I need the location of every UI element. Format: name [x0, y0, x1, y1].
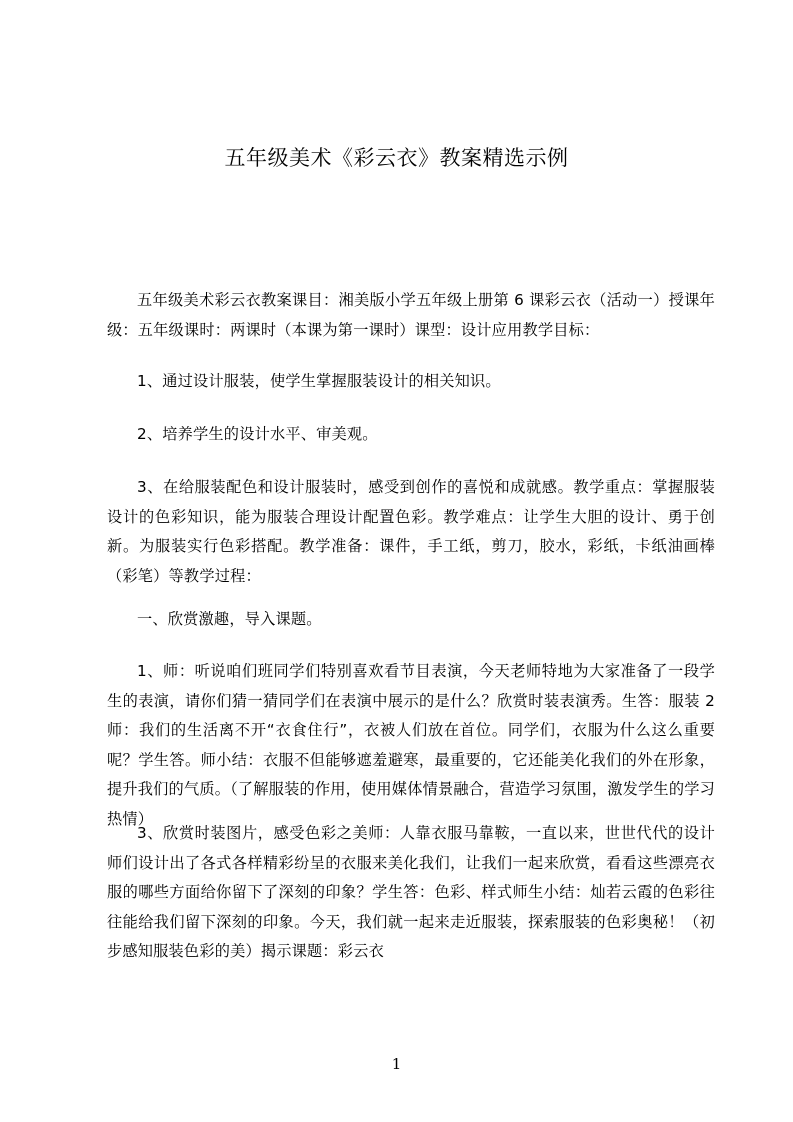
- paragraph-step-3: 3、欣赏时装图片，感受色彩之美师：人靠衣服马靠鞍，一直以来，世世代代的设计师们设计出了各式各样精彩纷呈的衣服来美化我们，让我们一起来欣赏，看看这些漂亮衣服的哪些方面给你留下了深刻的印象？学生答：色彩、样式师生小结：灿若云霞的色彩往往能给我们留下深刻的印象。今天，我们就一起来走近服装，探索服装的色彩奥秘！（初步感知服装色彩的美）揭示课题：彩云衣: [107, 824, 715, 960]
- page-number: 1: [391, 1055, 402, 1073]
- paragraph-objective-2: 2、培养学生的设计水平、审美观。: [137, 425, 378, 443]
- paragraph-course-info: 五年级美术彩云衣教案课目：湘美版小学五年级上册第 6 课彩云衣（活动一）授课年级：五年级课时：两课时（本课为第一课时）课型：设计应用教学目标：: [107, 291, 715, 339]
- paragraph-objective-3: 3、在给服装配色和设计服装时，感受到创作的喜悦和成就感。教学重点：掌握服装设计的色彩知识，能为服装合理设计配置色彩。教学难点：让学生大胆的设计、勇于创新。为服装实行色彩搭配。教学准备：课件，手工纸，剪刀，胶水，彩纸，卡纸油画棒（彩笔）等教学过程：: [107, 478, 715, 585]
- paragraph-objective-1: 1、通过设计服装，使学生掌握服装设计的相关知识。: [137, 372, 501, 390]
- document-title: 五年级美术《彩云衣》教案精选示例: [224, 146, 569, 170]
- paragraph-step-1: 1、师：听说咱们班同学们特别喜欢看节目表演，今天老师特地为大家准备了一段学生的表演，请你们猜一猜同学们在表演中展示的是什么？欣赏时装表演秀。生答：服装 2 师：我们的生活离不开“衣食住行”，衣被人们放在首位。同学们，衣服为什么这么重要呢？学生答。师小结：衣服不但能够遮羞避寒，最重要的，它还能美化我们的外在形象，提升我们的气质。（了解服装的作用，使用媒体情景融合，营造学习氛围，激发学生的学习热情）: [107, 662, 715, 828]
- paragraph-section-heading: 一、欣赏激趣，导入课题。: [137, 610, 322, 628]
